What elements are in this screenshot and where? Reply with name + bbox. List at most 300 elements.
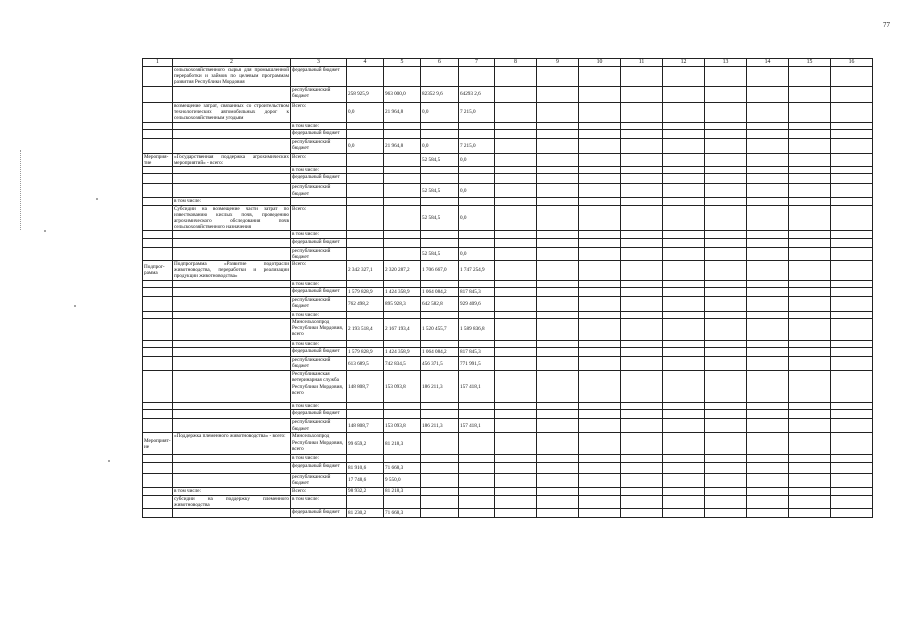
value-cell xyxy=(459,174,495,184)
empty-cell xyxy=(789,122,831,129)
empty-cell xyxy=(663,205,705,231)
empty-cell xyxy=(789,231,831,238)
empty-cell xyxy=(747,509,789,518)
row-type-cell xyxy=(143,103,173,123)
empty-cell xyxy=(663,296,705,311)
empty-cell xyxy=(663,311,705,318)
empty-cell xyxy=(747,319,789,341)
empty-cell xyxy=(495,247,537,260)
description-cell: субсидии на поддержку племенного животноводства xyxy=(174,495,289,508)
empty-cell xyxy=(537,184,579,198)
empty-cell xyxy=(831,287,873,296)
empty-cell xyxy=(747,495,789,508)
source-cell: республиканский бюджет xyxy=(291,357,347,371)
empty-cell xyxy=(705,495,747,508)
empty-cell xyxy=(747,238,789,247)
source-cell: республиканский бюджет xyxy=(291,296,347,311)
column-header: 3 xyxy=(291,59,347,67)
empty-cell xyxy=(705,311,747,318)
empty-cell xyxy=(747,122,789,129)
empty-cell xyxy=(831,509,873,518)
empty-cell xyxy=(621,129,663,138)
empty-cell xyxy=(831,371,873,403)
value-cell xyxy=(347,167,384,174)
value-cell: 1 064 084,2 xyxy=(421,287,459,296)
empty-cell xyxy=(495,371,537,403)
row-type-cell xyxy=(143,462,173,473)
empty-cell xyxy=(831,495,873,508)
empty-cell xyxy=(537,280,579,287)
value-cell: 742 834,5 xyxy=(384,357,421,371)
description-cell xyxy=(173,247,291,260)
empty-cell xyxy=(621,311,663,318)
value-cell: 771 991,5 xyxy=(459,357,495,371)
empty-cell xyxy=(579,205,621,231)
value-cell: 7 215,0 xyxy=(459,138,495,153)
empty-cell xyxy=(831,462,873,473)
value-cell xyxy=(347,174,384,184)
empty-cell xyxy=(831,103,873,123)
empty-cell xyxy=(621,341,663,348)
empty-cell xyxy=(579,129,621,138)
value-cell xyxy=(459,280,495,287)
value-cell: 186 211,3 xyxy=(421,371,459,403)
value-cell xyxy=(384,341,421,348)
description-cell xyxy=(173,403,291,410)
empty-cell xyxy=(621,167,663,174)
empty-cell xyxy=(621,287,663,296)
value-cell: 71 668,3 xyxy=(384,509,421,518)
empty-cell xyxy=(831,357,873,371)
empty-cell xyxy=(789,357,831,371)
value-cell xyxy=(421,129,459,138)
row-type-cell xyxy=(143,174,173,184)
source-cell: республиканский бюджет xyxy=(291,419,347,433)
column-header: 13 xyxy=(705,59,747,67)
value-cell: 1 579 828,9 xyxy=(347,348,384,357)
value-cell xyxy=(421,238,459,247)
empty-cell xyxy=(579,153,621,166)
value-cell xyxy=(384,129,421,138)
value-cell xyxy=(421,167,459,174)
value-cell: 2 167 193,4 xyxy=(384,319,421,341)
source-cell: Всего: xyxy=(291,261,347,281)
description-cell xyxy=(173,122,291,129)
value-cell xyxy=(384,198,421,205)
value-cell xyxy=(459,238,495,247)
empty-cell xyxy=(705,153,747,166)
empty-cell xyxy=(579,495,621,508)
empty-cell xyxy=(747,261,789,281)
empty-cell xyxy=(537,122,579,129)
source-cell: республиканский бюджет xyxy=(291,184,347,198)
empty-cell xyxy=(621,319,663,341)
value-cell: 963 000,0 xyxy=(384,87,421,103)
empty-cell xyxy=(747,167,789,174)
empty-cell xyxy=(495,509,537,518)
empty-cell xyxy=(663,280,705,287)
empty-cell xyxy=(663,403,705,410)
table-row xyxy=(143,410,873,419)
empty-cell xyxy=(495,462,537,473)
empty-cell xyxy=(579,87,621,103)
row-type-cell xyxy=(143,287,173,296)
empty-cell xyxy=(705,410,747,419)
source-cell: в том числе: xyxy=(291,231,347,238)
empty-cell xyxy=(789,455,831,462)
value-cell: 71 668,3 xyxy=(384,462,421,473)
value-cell xyxy=(347,129,384,138)
column-header: 14 xyxy=(747,59,789,67)
table-row xyxy=(143,311,873,318)
empty-cell xyxy=(705,509,747,518)
empty-cell xyxy=(747,473,789,487)
empty-cell xyxy=(495,410,537,419)
empty-cell xyxy=(537,341,579,348)
empty-cell xyxy=(789,433,831,455)
value-cell: 0,0 xyxy=(347,138,384,153)
value-cell: 52 584,5 xyxy=(421,247,459,260)
empty-cell xyxy=(621,410,663,419)
empty-cell xyxy=(747,87,789,103)
empty-cell xyxy=(705,205,747,231)
empty-cell xyxy=(495,433,537,455)
table-row xyxy=(143,371,873,403)
table-row xyxy=(143,87,873,103)
description-cell xyxy=(173,311,291,318)
value-cell: 64293 2,6 xyxy=(459,87,495,103)
source-cell: федеральный бюджет xyxy=(291,509,347,518)
table-row xyxy=(143,261,873,281)
empty-cell xyxy=(789,103,831,123)
empty-cell xyxy=(537,410,579,419)
table-row xyxy=(143,103,873,123)
value-cell: 2 320 287,2 xyxy=(384,261,421,281)
empty-cell xyxy=(831,247,873,260)
empty-cell xyxy=(537,311,579,318)
source-cell: Всего: xyxy=(291,205,347,231)
empty-cell xyxy=(579,67,621,87)
empty-cell xyxy=(663,122,705,129)
column-header: 16 xyxy=(831,59,873,67)
empty-cell xyxy=(579,280,621,287)
empty-cell xyxy=(831,487,873,495)
value-cell: 7 215,0 xyxy=(459,103,495,123)
empty-cell xyxy=(747,455,789,462)
source-cell: республиканский бюджет xyxy=(291,87,347,103)
empty-cell xyxy=(705,473,747,487)
empty-cell xyxy=(747,198,789,205)
row-type-cell xyxy=(143,509,173,518)
value-cell: 148 808,7 xyxy=(347,371,384,403)
description-cell xyxy=(173,473,291,487)
empty-cell xyxy=(579,455,621,462)
value-cell: 1 064 084,2 xyxy=(421,348,459,357)
empty-cell xyxy=(831,67,873,87)
value-cell: 1 747 254,9 xyxy=(459,261,495,281)
empty-cell xyxy=(705,87,747,103)
empty-cell xyxy=(579,410,621,419)
empty-cell xyxy=(621,296,663,311)
column-header: 1 xyxy=(143,59,173,67)
empty-cell xyxy=(579,103,621,123)
table-row xyxy=(143,348,873,357)
empty-cell xyxy=(537,174,579,184)
empty-cell xyxy=(747,280,789,287)
description-cell xyxy=(173,455,291,462)
value-cell xyxy=(459,462,495,473)
empty-cell xyxy=(495,184,537,198)
empty-cell xyxy=(621,184,663,198)
table-row xyxy=(143,296,873,311)
row-type-cell xyxy=(143,311,173,318)
empty-cell xyxy=(663,495,705,508)
empty-cell xyxy=(789,495,831,508)
empty-cell xyxy=(705,247,747,260)
value-cell: 1 589 836,8 xyxy=(459,319,495,341)
empty-cell xyxy=(621,473,663,487)
source-cell: федеральный бюджет xyxy=(291,462,347,473)
empty-cell xyxy=(663,287,705,296)
empty-cell xyxy=(495,487,537,495)
empty-cell xyxy=(579,419,621,433)
value-cell: 1 424 358,9 xyxy=(384,287,421,296)
table-row xyxy=(143,487,873,495)
description-cell xyxy=(173,357,291,371)
empty-cell xyxy=(537,509,579,518)
empty-cell xyxy=(621,280,663,287)
source-cell: в том числе: xyxy=(291,495,347,508)
description-cell xyxy=(173,410,291,419)
value-cell xyxy=(459,341,495,348)
table-row xyxy=(143,357,873,371)
empty-cell xyxy=(747,153,789,166)
table-row xyxy=(143,495,873,508)
empty-cell xyxy=(789,403,831,410)
table-row xyxy=(143,231,873,238)
empty-cell xyxy=(537,129,579,138)
row-type-cell xyxy=(143,122,173,129)
empty-cell xyxy=(789,153,831,166)
value-cell: 0,0 xyxy=(421,103,459,123)
empty-cell xyxy=(747,419,789,433)
empty-cell xyxy=(789,238,831,247)
table-row xyxy=(143,403,873,410)
value-cell xyxy=(384,205,421,231)
value-cell: 148 808,7 xyxy=(347,419,384,433)
empty-cell xyxy=(663,348,705,357)
table-row xyxy=(143,153,873,166)
empty-cell xyxy=(537,371,579,403)
value-cell xyxy=(459,231,495,238)
empty-cell xyxy=(747,138,789,153)
empty-cell xyxy=(537,87,579,103)
empty-cell xyxy=(705,129,747,138)
row-type-cell xyxy=(143,410,173,419)
value-cell: 762 498,2 xyxy=(347,296,384,311)
source-cell: федеральный бюджет xyxy=(291,410,347,419)
value-cell xyxy=(384,167,421,174)
value-cell: 81 910,6 xyxy=(347,462,384,473)
empty-cell xyxy=(495,319,537,341)
value-cell xyxy=(459,509,495,518)
table-row xyxy=(143,280,873,287)
empty-cell xyxy=(621,357,663,371)
value-cell: 613 689,5 xyxy=(347,357,384,371)
column-header: 2 xyxy=(173,59,291,67)
table-row xyxy=(143,455,873,462)
table-row xyxy=(143,247,873,260)
empty-cell xyxy=(747,357,789,371)
empty-cell xyxy=(705,238,747,247)
value-cell xyxy=(347,205,384,231)
empty-cell xyxy=(537,167,579,174)
row-type-cell: Мероприят-ие xyxy=(143,433,173,455)
empty-cell xyxy=(537,205,579,231)
value-cell: 1 520 455,7 xyxy=(421,319,459,341)
empty-cell xyxy=(789,296,831,311)
empty-cell xyxy=(663,319,705,341)
value-cell xyxy=(459,495,495,508)
empty-cell xyxy=(495,138,537,153)
table-row xyxy=(143,287,873,296)
column-header: 9 xyxy=(537,59,579,67)
value-cell xyxy=(347,153,384,166)
scan-speck xyxy=(74,305,76,307)
empty-cell xyxy=(495,311,537,318)
value-cell: 1 706 667,0 xyxy=(421,261,459,281)
empty-cell xyxy=(831,122,873,129)
column-header: 10 xyxy=(579,59,621,67)
column-header: 8 xyxy=(495,59,537,67)
empty-cell xyxy=(621,174,663,184)
empty-cell xyxy=(537,296,579,311)
empty-cell xyxy=(579,198,621,205)
empty-cell xyxy=(495,403,537,410)
empty-cell xyxy=(789,348,831,357)
description-cell xyxy=(173,509,291,518)
table-row xyxy=(143,167,873,174)
source-cell: Всего: xyxy=(291,153,347,166)
empty-cell xyxy=(579,348,621,357)
value-cell xyxy=(347,403,384,410)
description-cell xyxy=(173,280,291,287)
value-cell xyxy=(384,231,421,238)
value-cell xyxy=(421,67,459,87)
empty-cell xyxy=(495,357,537,371)
empty-cell xyxy=(579,341,621,348)
empty-cell xyxy=(663,462,705,473)
value-cell: 21 964,8 xyxy=(384,138,421,153)
empty-cell xyxy=(621,403,663,410)
value-cell: 52 584,5 xyxy=(421,205,459,231)
empty-cell xyxy=(789,174,831,184)
value-cell: 82352 9,6 xyxy=(421,87,459,103)
value-cell: 21 964,8 xyxy=(384,103,421,123)
empty-cell xyxy=(495,129,537,138)
source-cell: Республиканская ветеринарная служба Республики Мордовия, всего xyxy=(291,371,347,403)
source-cell: федеральный бюджет xyxy=(291,174,347,184)
value-cell: 258 925,9 xyxy=(347,87,384,103)
empty-cell xyxy=(831,198,873,205)
empty-cell xyxy=(705,198,747,205)
empty-cell xyxy=(495,495,537,508)
empty-cell xyxy=(621,371,663,403)
value-cell xyxy=(384,122,421,129)
description-cell xyxy=(173,184,291,198)
empty-cell xyxy=(579,371,621,403)
value-cell xyxy=(421,341,459,348)
empty-cell xyxy=(789,319,831,341)
table-row xyxy=(143,341,873,348)
table-row xyxy=(143,205,873,231)
description-cell: «Поддержка племенного животноводства» - всего: xyxy=(173,433,291,455)
empty-cell xyxy=(663,231,705,238)
empty-cell xyxy=(495,87,537,103)
row-type-cell xyxy=(143,184,173,198)
source-cell: в том числе: xyxy=(291,280,347,287)
empty-cell xyxy=(537,261,579,281)
empty-cell xyxy=(621,67,663,87)
column-header: 12 xyxy=(663,59,705,67)
value-cell: 186 211,3 xyxy=(421,419,459,433)
header-row xyxy=(143,59,873,67)
value-cell: 0,0 xyxy=(459,247,495,260)
value-cell xyxy=(421,231,459,238)
empty-cell xyxy=(789,67,831,87)
value-cell xyxy=(421,311,459,318)
empty-cell xyxy=(495,348,537,357)
empty-cell xyxy=(747,487,789,495)
value-cell xyxy=(384,153,421,166)
empty-cell xyxy=(621,261,663,281)
empty-cell xyxy=(789,198,831,205)
source-cell xyxy=(291,198,347,205)
empty-cell xyxy=(621,419,663,433)
empty-cell xyxy=(789,473,831,487)
empty-cell xyxy=(537,455,579,462)
value-cell xyxy=(384,280,421,287)
empty-cell xyxy=(663,455,705,462)
value-cell xyxy=(459,403,495,410)
value-cell: 52 584,5 xyxy=(421,184,459,198)
empty-cell xyxy=(789,410,831,419)
column-header: 7 xyxy=(459,59,495,67)
row-type-cell xyxy=(143,487,173,495)
source-cell: в том числе: xyxy=(291,311,347,318)
empty-cell xyxy=(747,67,789,87)
value-cell xyxy=(347,231,384,238)
empty-cell xyxy=(789,87,831,103)
row-type-cell xyxy=(143,247,173,260)
value-cell: 0,0 xyxy=(459,205,495,231)
value-cell xyxy=(384,455,421,462)
table-row xyxy=(143,138,873,153)
row-type-cell xyxy=(143,138,173,153)
empty-cell xyxy=(789,487,831,495)
row-type-cell xyxy=(143,205,173,231)
value-cell: 52 584,5 xyxy=(421,153,459,166)
empty-cell xyxy=(663,509,705,518)
row-type-cell: Мероприя-тие xyxy=(143,153,173,166)
empty-cell xyxy=(831,174,873,184)
description-cell xyxy=(173,287,291,296)
table-row xyxy=(143,129,873,138)
empty-cell xyxy=(747,296,789,311)
value-cell: 153 093,8 xyxy=(384,371,421,403)
description-cell: возмещение затрат, связанных со строительством технологических автомобильных дорог к сельскохозяйственным угодьям xyxy=(174,103,289,122)
empty-cell xyxy=(621,205,663,231)
